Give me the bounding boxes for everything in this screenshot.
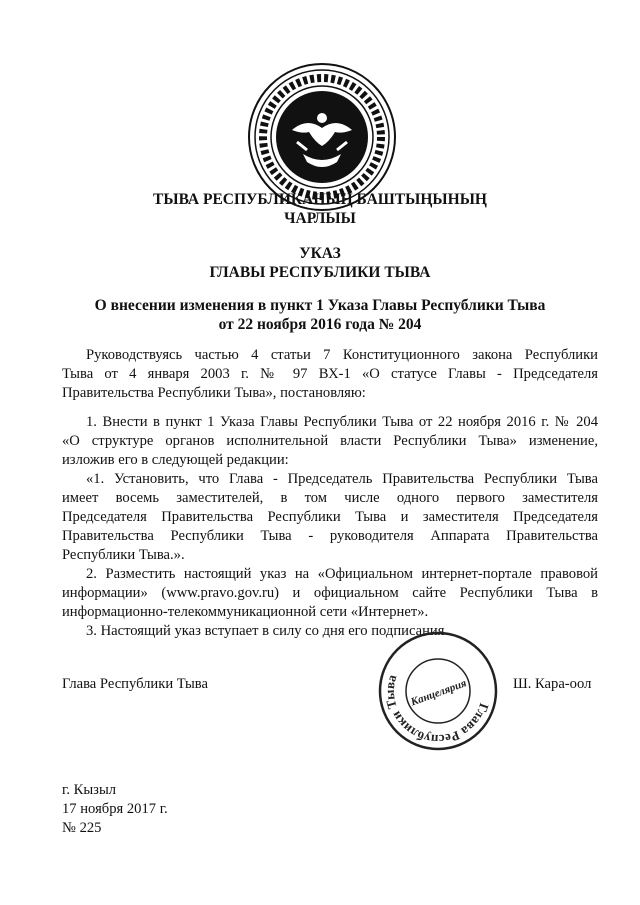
title-line2: ЧАРЛЫЫ bbox=[284, 210, 356, 227]
document-footer bbox=[62, 781, 168, 838]
item-2-line: 2. Разместить настоящий указ на «Официальном интернет-портале правовой bbox=[86, 566, 598, 582]
stamp-center-text: Канцелярия bbox=[409, 677, 469, 709]
issue-city: г. Кызыл bbox=[62, 782, 117, 798]
subject-line2: от 22 ноября 2016 года № 204 bbox=[218, 316, 422, 333]
item-2-line: информации» (www.pravo.gov.ru) и официальном сайте Республики Тыва в bbox=[62, 585, 598, 601]
preamble bbox=[62, 346, 598, 403]
item-2-line: информационно-телекоммуникационной сети «Интернет». bbox=[62, 604, 429, 620]
quote-line: Правительства Республики Тыва - руководителя Аппарата Правительства bbox=[62, 528, 598, 544]
document-number: № 225 bbox=[62, 820, 102, 836]
office-stamp bbox=[377, 630, 499, 752]
item-1-line: «О структуре органов исполнительной власти Республики Тыва» изменение, bbox=[62, 433, 598, 449]
svg-text:Глава Республики Тыва bbox=[377, 672, 493, 752]
signatory-name: Ш. Кара-оол bbox=[513, 676, 592, 692]
quote-line: имеет восемь заместителей, в том числе одного первого заместителя bbox=[62, 490, 598, 506]
item-2 bbox=[62, 565, 598, 622]
item-3-line: 3. Настоящий указ вступает в силу со дня его подписания. bbox=[86, 623, 449, 639]
issuer: ГЛАВЫ РЕСПУБЛИКИ ТЫВА bbox=[209, 264, 431, 281]
item-1 bbox=[62, 413, 598, 470]
preamble-line: Тыва от 4 января 2003 г. № 97 ВХ-1 «О статусе Главы - Председателя bbox=[62, 366, 598, 382]
signatory-position: Глава Республики Тыва bbox=[62, 676, 208, 692]
preamble-line: Руководствуясь частью 4 статьи 7 Конституционного закона Республики bbox=[86, 347, 598, 363]
quote-line: «1. Установить, что Глава - Председатель Правительства Республики Тыва bbox=[86, 471, 598, 487]
stamp-ring-text: Глава Республики Тыва bbox=[381, 672, 492, 748]
preamble-line: Правительства Республики Тыва», постановляю: bbox=[62, 385, 366, 401]
item-1-line: 1. Внести в пункт 1 Указа Главы Республики Тыва от 22 ноября 2016 г. № 204 bbox=[86, 414, 598, 430]
quote-line: Республики Тыва.». bbox=[62, 547, 185, 563]
item-1-line: изложив его в следующей редакции: bbox=[62, 452, 289, 468]
quote-line: Председателя Правительства Республики Тыва и заместителя Председателя bbox=[62, 509, 598, 525]
document-type: УКАЗ bbox=[299, 245, 341, 262]
item-3 bbox=[62, 622, 598, 641]
issue-date: 17 ноября 2017 г. bbox=[62, 801, 168, 817]
subject-line1: О внесении изменения в пункт 1 Указа Главы Республики Тыва bbox=[94, 297, 546, 314]
item-1-quote bbox=[62, 470, 598, 565]
title-line1: ТЫВА РЕСПУБЛИКАНЫҢ БАШТЫҢЫНЫҢ bbox=[153, 191, 487, 208]
